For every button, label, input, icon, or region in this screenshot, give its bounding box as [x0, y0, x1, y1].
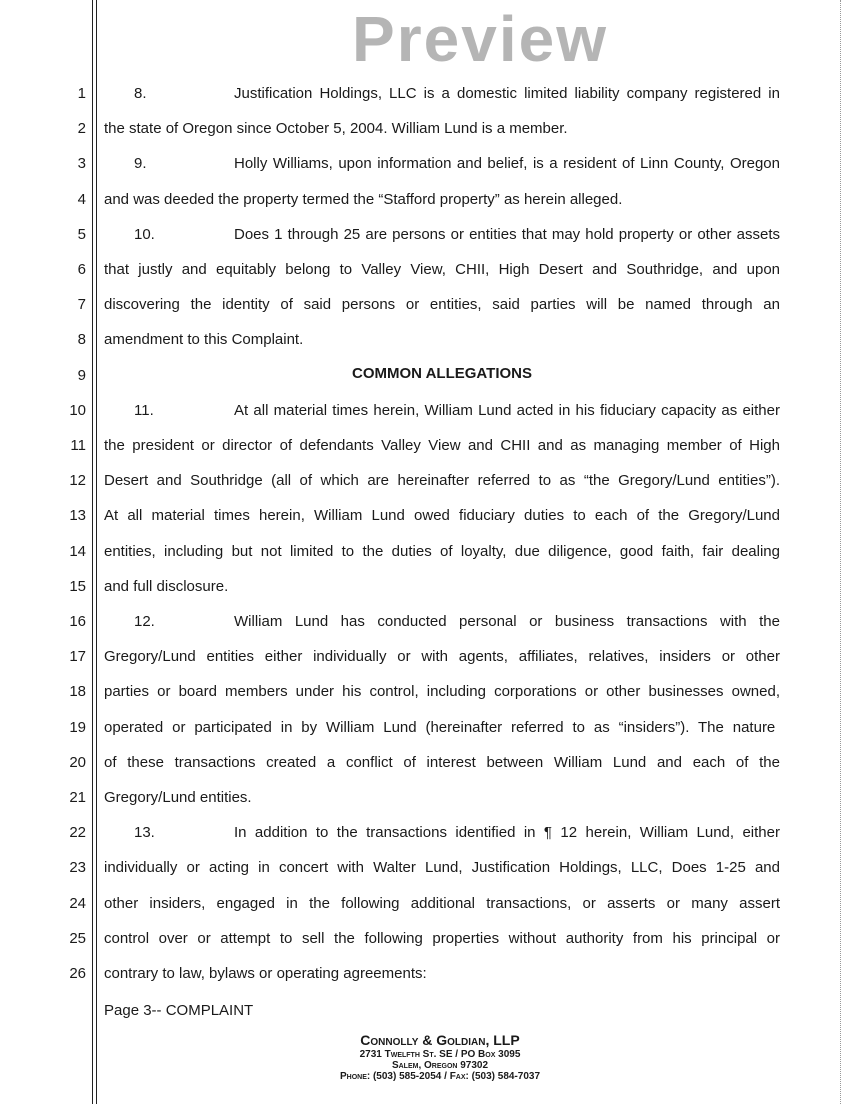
- text-line: [104, 965, 427, 983]
- line-number: 22: [69, 824, 86, 842]
- margin-rule: [92, 0, 93, 1104]
- text-line: [104, 824, 780, 842]
- line-text: Gregory/Lund entities.: [104, 789, 252, 806]
- text-line: [104, 719, 775, 737]
- text-line: [104, 331, 303, 349]
- text-line: [104, 191, 622, 209]
- firm-phone: Phone: (503) 585-2054 / Fax: (503) 584-7037: [339, 1071, 541, 1082]
- line-text: entities, including but not limited to the duties of loyalty, due diligence, good faith, fair dealing: [104, 542, 780, 560]
- line-text: discovering the identity of said persons or entities, said parties will be named through an: [104, 296, 780, 314]
- text-line: [104, 402, 780, 420]
- line-number: 2: [77, 120, 86, 138]
- paragraph-number: 12.: [134, 613, 155, 630]
- line-number: 25: [69, 929, 86, 947]
- paragraph-number: 10.: [134, 225, 155, 243]
- text-line: [104, 261, 780, 279]
- margin-rule: [96, 0, 97, 1104]
- text-line: [104, 613, 780, 631]
- line-number: 1: [77, 85, 86, 102]
- section-heading: COMMON ALLEGATIONS: [352, 365, 532, 382]
- line-number: 7: [77, 296, 86, 314]
- page-footer-label: Page 3-- COMPLAINT: [104, 1002, 254, 1019]
- text-line: [104, 683, 780, 701]
- line-number: 10: [69, 401, 86, 419]
- line-text: the state of Oregon since October 5, 2004. William Lund is a member.: [104, 120, 568, 138]
- firm-city: Salem, Oregon 97302: [391, 1060, 489, 1071]
- line-text: In addition to the transactions identified in ¶ 12 herein, William Lund, either: [234, 824, 780, 842]
- line-number: 19: [69, 718, 86, 736]
- text-line: [104, 296, 780, 314]
- line-number: 11: [70, 437, 86, 454]
- line-number: 26: [69, 965, 86, 982]
- text-line: [104, 120, 568, 138]
- line-number: 3: [77, 155, 86, 173]
- paragraph-number: 9.: [134, 155, 147, 173]
- line-number: 17: [69, 648, 86, 666]
- line-text: Justification Holdings, LLC is a domestic limited liability company registered in: [234, 85, 780, 102]
- firm-name: Connolly & Goldian, LLP: [360, 1032, 520, 1048]
- paragraph-number: 13.: [134, 824, 155, 842]
- line-text: Holly Williams, upon information and belief, is a resident of Linn County, Oregon: [234, 155, 780, 173]
- line-number: 4: [77, 190, 86, 208]
- line-number: 9: [77, 366, 86, 384]
- text-line: [104, 789, 252, 807]
- text-line: [104, 472, 780, 490]
- line-text: parties or board members under his control, including corporations or other businesses owned,: [104, 683, 780, 701]
- line-text: control over or attempt to sell the following properties without authority from his principal or: [104, 929, 780, 947]
- line-number: 14: [69, 542, 86, 560]
- line-number: 13: [69, 507, 86, 525]
- line-number: 24: [69, 894, 86, 912]
- line-text: operated or participated in by William Lund (hereinafter referred to as “insiders”). The nature: [104, 718, 776, 736]
- line-text: Does 1 through 25 are persons or entities that may hold property or other assets: [234, 225, 780, 243]
- text-line: [104, 578, 228, 596]
- line-text: other insiders, engaged in the following additional transactions, or asserts or many assert: [104, 894, 780, 912]
- line-text: Desert and Southridge (all of which are hereinafter referred to as “the Gregory/Lund entities”).: [104, 472, 780, 490]
- line-text: William Lund has conducted personal or business transactions with the: [234, 613, 780, 630]
- firm-address: 2731 Twelfth St. SE / PO Box 3095: [359, 1049, 521, 1060]
- line-number: 5: [77, 225, 86, 243]
- paragraph-number: 8.: [134, 85, 147, 102]
- line-number: 18: [69, 683, 86, 701]
- line-number: 12: [69, 472, 86, 490]
- text-line: [104, 437, 780, 455]
- line-number: 23: [69, 859, 86, 877]
- line-number: 16: [69, 613, 86, 630]
- text-line: [104, 754, 780, 772]
- text-line: [104, 507, 780, 525]
- line-text: the president or director of defendants Valley View and CHII and as managing member of High: [104, 437, 780, 454]
- line-number: 8: [77, 331, 86, 349]
- line-text: that justly and equitably belong to Valley View, CHII, High Desert and Southridge, and upon: [104, 261, 780, 278]
- preview-watermark: Preview: [352, 3, 608, 75]
- right-margin-rule: [840, 0, 841, 1104]
- text-line: [104, 543, 780, 561]
- text-line: [104, 226, 780, 244]
- text-line: [104, 85, 780, 103]
- line-text: At all material times herein, William Lund acted in his fiduciary capacity as either: [234, 401, 780, 419]
- line-number: 6: [77, 261, 86, 278]
- line-number: 20: [69, 753, 86, 771]
- text-line: [104, 155, 780, 173]
- text-line: [104, 648, 780, 666]
- line-text: of these transactions created a conflict of interest between William Lund and each of the: [104, 753, 780, 771]
- line-text: amendment to this Complaint.: [104, 331, 304, 349]
- text-line: [104, 895, 780, 913]
- line-text: individually or acting in concert with Walter Lund, Justification Holdings, LLC, Does 1-25 and: [104, 859, 780, 877]
- text-line: [104, 930, 780, 948]
- paragraph-number: 11.: [134, 401, 154, 419]
- line-text: and full disclosure.: [104, 577, 229, 595]
- line-text: Gregory/Lund entities either individually or with agents, affiliates, relatives, insiders or other: [104, 648, 780, 666]
- line-text: and was deeded the property termed the “Stafford property” as herein alleged.: [104, 190, 623, 208]
- line-text: At all material times herein, William Lund owed fiduciary duties to each of the Gregory/Lund: [104, 507, 780, 525]
- line-number: 21: [69, 789, 86, 806]
- text-line: [104, 859, 780, 877]
- line-number: 15: [69, 577, 86, 595]
- line-text: contrary to law, bylaws or operating agreements:: [104, 965, 427, 982]
